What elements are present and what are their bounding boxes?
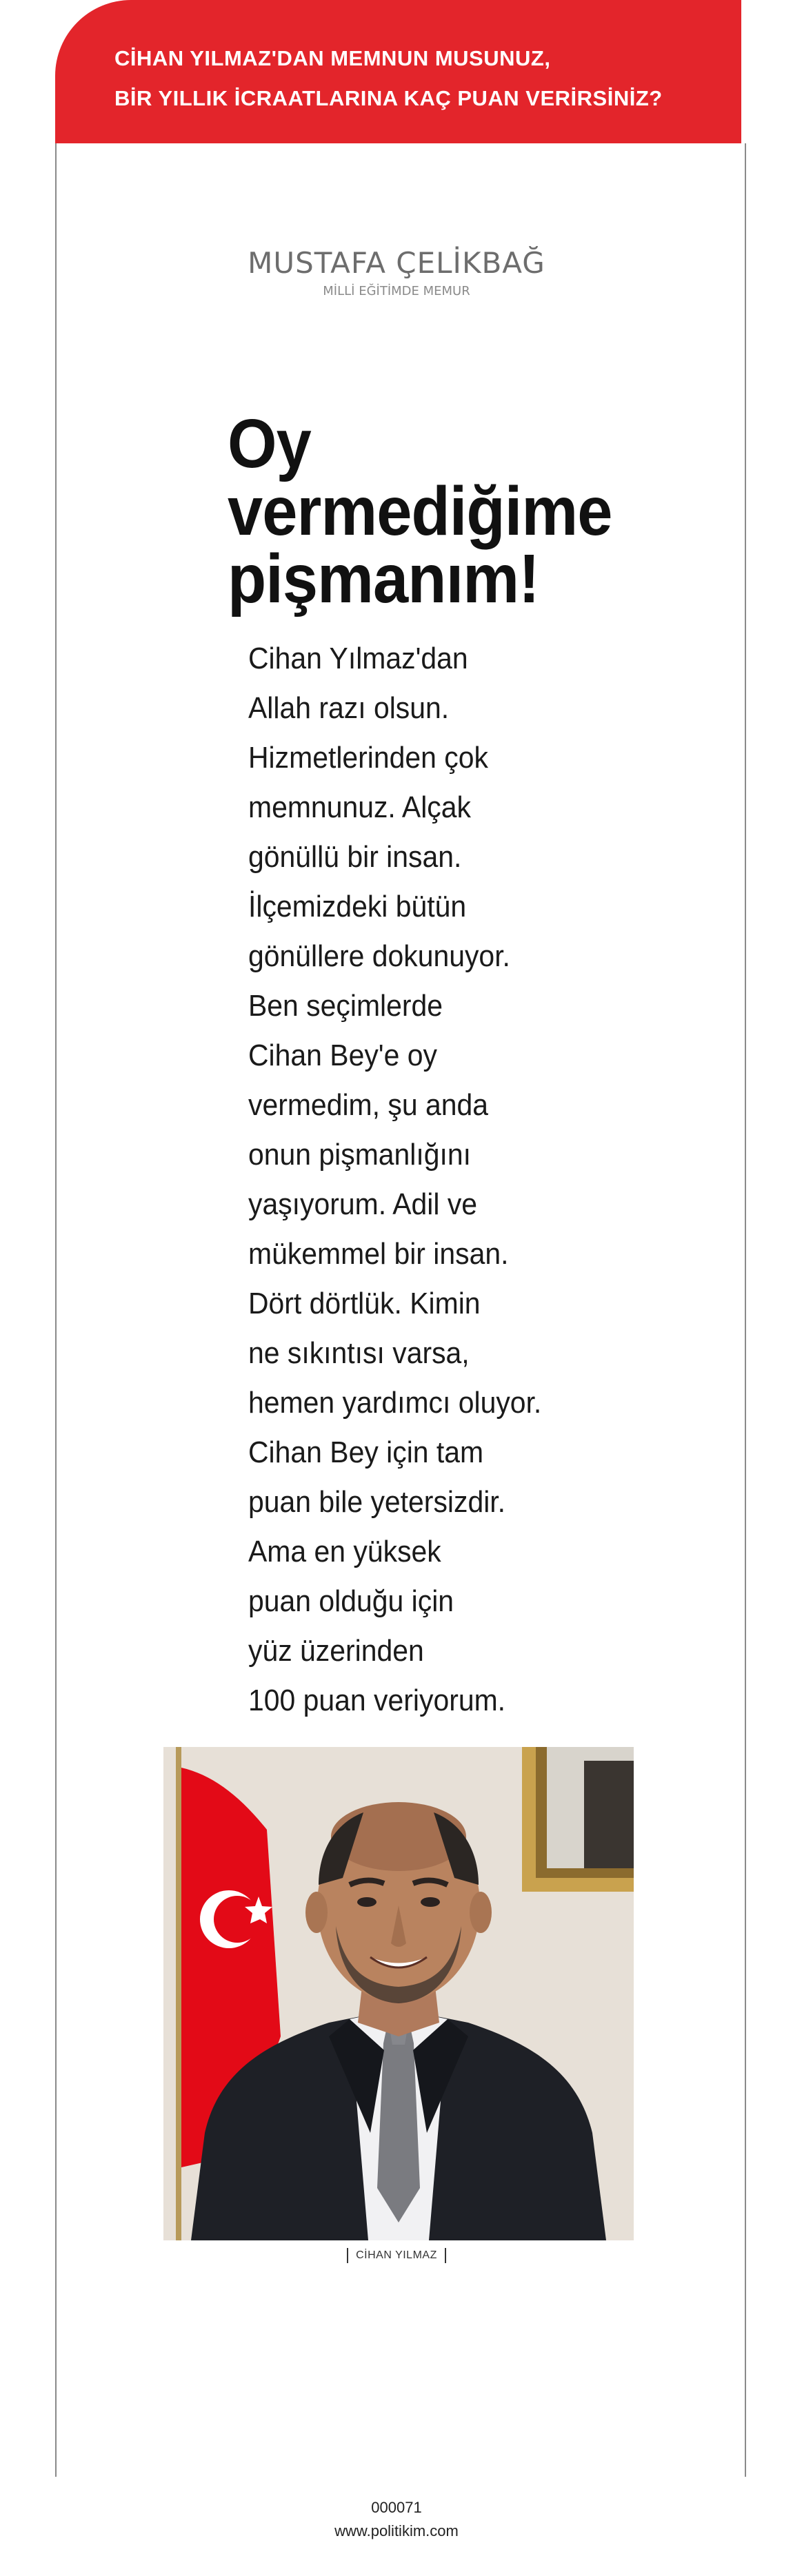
body-line: İlçemizdeki bütün	[248, 890, 467, 923]
body-line: puan bile yetersizdir.	[248, 1485, 506, 1519]
portrait-photo	[163, 1747, 634, 2240]
body-line: Dört dörtlük. Kimin	[248, 1287, 481, 1320]
headline-line: Oy	[228, 405, 311, 482]
article-headline	[228, 405, 641, 617]
body-line: yüz üzerinden	[248, 1634, 424, 1668]
caption-divider-left	[347, 2248, 348, 2263]
body-line: ne sıkıntısı varsa,	[248, 1336, 470, 1370]
body-line: Cihan Bey için tam	[248, 1435, 484, 1469]
article-body	[248, 634, 662, 1726]
body-line: Ben seçimlerde	[248, 989, 443, 1023]
body-line: puan olduğu için	[248, 1584, 454, 1618]
photo-caption	[0, 2248, 793, 2263]
page-code: 000071	[371, 2499, 422, 2516]
caption-text: CİHAN YILMAZ	[356, 2249, 437, 2262]
portrait-illustration	[163, 1747, 634, 2240]
right-margin-rule	[745, 143, 746, 2477]
body-line: Cihan Bey'e oy	[248, 1039, 437, 1072]
body-line: Cihan Yılmaz'dan	[248, 642, 468, 675]
body-line: vermedim, şu anda	[248, 1088, 488, 1122]
site-url[interactable]: www.politikim.com	[334, 2522, 459, 2539]
author-role: MİLLİ EĞİTİMDE MEMUR	[323, 284, 470, 298]
banner-line-1: CİHAN YILMAZ'DAN MEMNUN MUSUNUZ,	[114, 46, 551, 70]
body-line: Ama en yüksek	[248, 1535, 441, 1568]
headline-banner	[55, 0, 741, 143]
page-footer	[0, 2496, 793, 2543]
headline-line: pişmanım!	[228, 540, 539, 617]
headline-line: vermediğime	[228, 473, 612, 550]
banner-line-2: BİR YILLIK İCRAATLARINA KAÇ PUAN VERİRSİNİZ?	[114, 86, 663, 110]
body-line: gönüllü bir insan.	[248, 840, 462, 874]
body-line: onun pişmanlığını	[248, 1138, 472, 1172]
body-line: hemen yardımcı oluyor.	[248, 1386, 542, 1420]
body-line: Hizmetlerinden çok	[248, 741, 488, 775]
body-line: 100 puan veriyorum.	[248, 1684, 506, 1717]
body-line: memnunuz. Alçak	[248, 790, 471, 824]
body-line: Allah razı olsun.	[248, 691, 450, 725]
body-line: gönüllere dokunuyor.	[248, 939, 510, 973]
author-byline	[0, 246, 793, 298]
caption-divider-right	[445, 2248, 446, 2263]
left-margin-rule	[55, 143, 57, 2477]
body-line: mükemmel bir insan.	[248, 1237, 509, 1271]
author-name: MUSTAFA ÇELİKBAĞ	[248, 246, 545, 280]
body-line: yaşıyorum. Adil ve	[248, 1187, 478, 1221]
